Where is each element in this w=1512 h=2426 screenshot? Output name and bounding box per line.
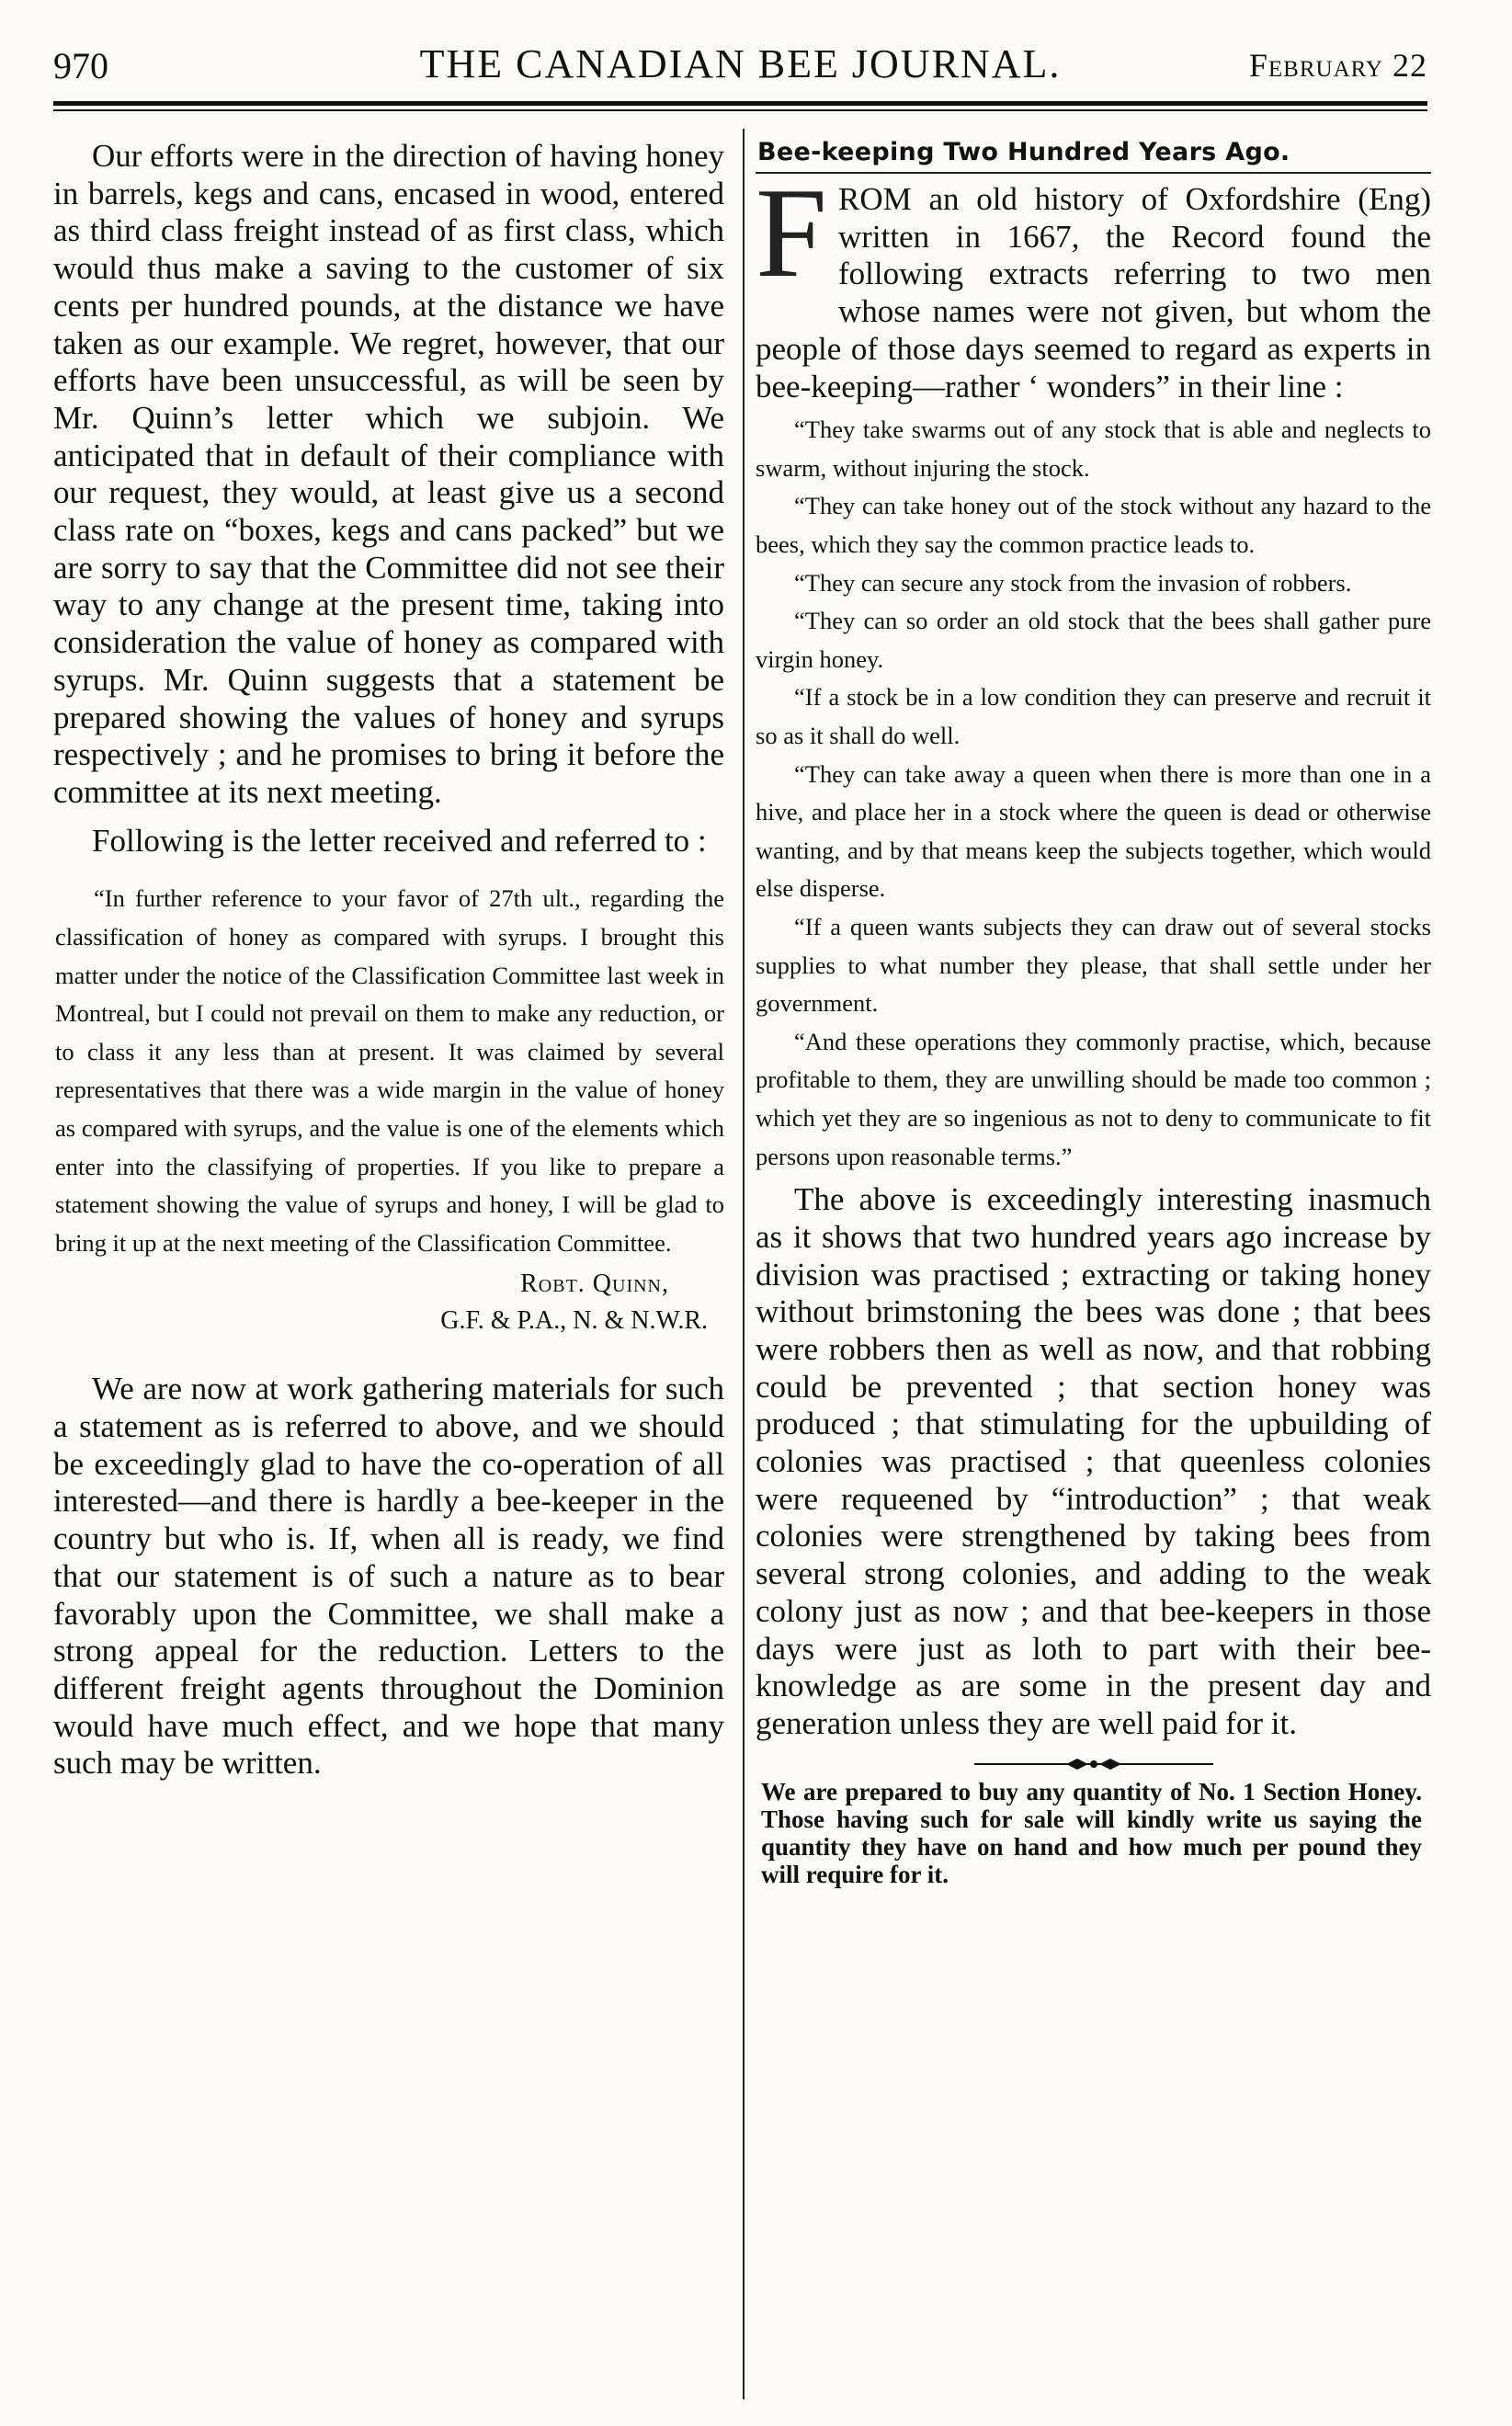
extract-8: “And these operations they commonly practise, which, because profitable to them, they are unwilling should be made too common ; which yet they are so ingenious as not to deny to communicate to fit persons upon reasonable terms.”	[756, 1027, 1431, 1170]
ornamental-divider	[974, 1756, 1213, 1772]
header-rule-thick	[53, 101, 1427, 106]
issue-date: February 22	[1248, 47, 1427, 84]
quinn-letter: “In further reference to your favor of 27th ult., regarding the classification of honey as compared with syrups. I brought this matter under the notice of the Classification Committee last week in Montreal, but I could not prevail on them to make any reduction, or to class it any less than at present. It was claimed by several representatives that there was a wide margin in the value of honey as compared with syrups, and the value is one of the elements which enter into the classifying of properties. If you like to prepare a statement showing the value of syrups and honey, I will be glad to bring it up at the next meeting of the Classification Committee.	[55, 884, 724, 1257]
article-headline: Bee-keeping Two Hundred Years Ago.	[757, 138, 1290, 166]
extract-4: “They can so order an old stock that the bees shall gather pure virgin honey.	[756, 607, 1431, 673]
header-rule-thin	[53, 109, 1427, 111]
page-number: 970	[53, 45, 108, 86]
signature-title: G.F. & P.A., N. & N.W.R.	[440, 1306, 708, 1336]
extract-2: “They can take honey out of the stock without any hazard to the bees, which they say the common practice leads to.	[756, 492, 1431, 558]
journal-title: THE CANADIAN BEE JOURNAL.	[419, 41, 1062, 86]
column-divider	[743, 129, 745, 2399]
intro-text: ROM an old history of Oxfordshire (Eng) written in 1667, the Record found the following extracts referring to two men whose names were not given, but whom the people of those days seemed to regard as experts in bee-keeping—rather ‘ wonders” in their line :	[756, 181, 1431, 404]
headline-rule	[756, 172, 1431, 174]
page-header	[53, 37, 1427, 101]
extract-7: “If a queen wants subjects they can draw out of several stocks supplies to what number they please, that shall settle under her government.	[756, 912, 1431, 1018]
purchase-notice: We are prepared to buy any quantity of No. 1 Section Honey. Those having such for sale will kindly write us saying the quantity they have on hand and how much per pound they will require for it.	[761, 1777, 1422, 1888]
letter-signature	[53, 1266, 724, 1339]
extract-6: “They can take away a queen when there is more than one in a hive, and place her in a stock where the queen is dead or otherwise wanting, and by that means keep the subjects together, which would else disperse.	[756, 759, 1431, 903]
article-intro	[756, 162, 1431, 405]
drop-cap: F	[756, 162, 827, 304]
extract-5: “If a stock be in a low condition they can preserve and recruit it so as it shall do well.	[756, 683, 1431, 749]
editorial-commentary: The above is exceedingly interesting inasmuch as it shows that two hundred years ago increase by division was practised ; extracting or taking honey without brimstoning the bees was done ; that bees were robbers then as well as now, and that robbing could be prevented ; that section honey was produced ; that stimulating for the upbuilding of colonies was practised ; that queenless colonies were requeened by “introduction” ; that weak colonies were strengthened by taking bees from several strong colonies, and adding to the weak colony just as now ; and that bee-keepers in those days were just as loth to part with their bee-knowledge as are some in the present day and generation unless they are well paid for it.	[756, 1181, 1431, 1741]
right-column	[756, 138, 1431, 1888]
left-column	[53, 138, 724, 1782]
article-paragraph-2: Following is the letter received and referred to :	[92, 822, 707, 859]
extract-3: “They can secure any stock from the invasion of robbers.	[794, 568, 1352, 597]
extract-1: “They take swarms out of any stock that is able and neglects to swarm, without injuring the stock.	[756, 416, 1431, 482]
article-paragraph-1: Our efforts were in the direction of having honey in barrels, kegs and cans, encased in wood, entered as third class freight instead of as first class, which would thus make a saving to the customer of six cents per hundred pounds, at the distance we have taken as our example. We regret, however, that our efforts have been unsuccessful, as will be seen by Mr. Quinn’s letter which we subjoin. We anticipated that in default of their compliance with our request, they would, at least give us a second class rate on “boxes, kegs and cans packed” but we are sorry to say that the Committee did not see their way to any change at the present time, taking into consideration the value of honey as compared with syrups. Mr. Quinn suggests that a statement be prepared showing the values of honey and syrups respectively ; and he promises to bring it before the committee at its next meeting.	[53, 138, 724, 810]
quoted-extracts	[756, 411, 1431, 1176]
article-paragraph-3: We are now at work gathering materials for such a statement as is referred to above, and we should be exceedingly glad to have the co-operation of all interested—and there is hardly a bee-keeper in the country but who is. If, when all is ready, we find that our statement is of such a nature as to bear favorably upon the Committee, we shall make a strong appeal for the reduction. Letters to the different freight agents throughout the Dominion would have much effect, and we hope that many such may be written.	[53, 1371, 724, 1782]
signature-name: Robt. Quinn,	[520, 1270, 669, 1299]
